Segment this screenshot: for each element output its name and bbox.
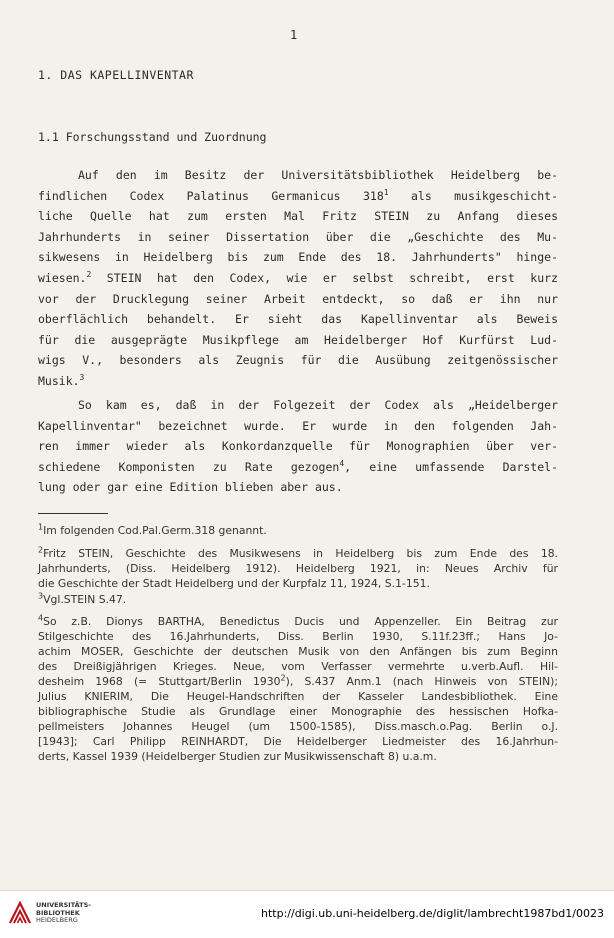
text-span: ), S.437 Anm.1 (nach Hinweis von STEIN); [285, 675, 558, 688]
text-line [38, 523, 558, 538]
footnote-3 [38, 592, 558, 607]
text-span: Vgl.STEIN S.47. [43, 593, 127, 606]
text-line: vor der Drucklegung seiner Arbeit entdeckt, so daß er ihn nur [38, 291, 558, 306]
text-line: liche Quelle hat zum ersten Mal Fritz STEIN zu Anfang dieses [38, 209, 558, 224]
text-span: , eine umfassende Darstel- [344, 459, 558, 474]
text-span: Fritz STEIN, Geschichte des Musikwesens in Heidelberg bis zum Ende des 18. [43, 547, 558, 560]
paragraph-2 [38, 395, 558, 498]
text-span: als musikgeschicht- [388, 188, 558, 203]
permalink-url[interactable]: http://digi.ub.uni-heidelberg.de/diglit/lambrecht1987bd1/0023 [261, 907, 604, 920]
library-name-line: BIBLIOTHEK [36, 908, 80, 917]
text-line [38, 592, 558, 607]
section-title: 1.1 Forschungsstand und Zuordnung [38, 130, 267, 144]
text-line [38, 457, 558, 478]
text-span: So z.B. Dionys BARTHA, Benedictus Ducis und Appenzeller. Ein Beitrag zur [43, 615, 558, 628]
text-line [38, 268, 558, 289]
footnote-ref-3: 3 [79, 373, 85, 383]
page-number: 1 [290, 28, 298, 42]
text-line: So kam es, daß in der Folgezeit der Codex als „Heidelberger [78, 398, 558, 412]
university-library-logo-icon [8, 901, 32, 925]
text-line: sikwesens in Heidelberg bis zum Ende des 18. Jahrhunderts" hinge- [38, 250, 558, 265]
text-line: Jahrhunderts, (Diss. Heidelberg 1912). Heidelberg 1921, in: Neues Archiv für [38, 562, 558, 575]
text-line [38, 614, 558, 629]
library-name-line: UNIVERSITÄTS- [36, 901, 91, 909]
text-line: pellmeisters Johannes Heugel (um 1500-1585), Diss.masch.o.Pag. Berlin o.J. [38, 720, 558, 733]
text-line: ren immer wieder als Konkordanzquelle für Monographien über ver- [38, 439, 558, 454]
footnote-mark: 1 [38, 522, 44, 532]
text-span: findlichen Codex Palatinus Germanicus 318 [38, 188, 384, 203]
paragraph-1 [38, 165, 558, 392]
text-span: Musik. [38, 373, 80, 388]
text-span: STEIN hat den Codex, wie er selbst schreibt, erst kurz [91, 270, 558, 285]
library-name-line: HEIDELBERG [36, 916, 78, 924]
footnote-1 [38, 523, 558, 538]
text-line [38, 546, 558, 561]
chapter-title: 1. DAS KAPELLINVENTAR [38, 68, 194, 82]
text-line [38, 674, 558, 689]
footnote-4 [38, 614, 558, 764]
text-line: Kapellinventar" bezeichnet wurde. Er wurde in den folgenden Jah- [38, 418, 558, 433]
text-line: [1943]; Carl Philipp REINHARDT, Die Heidelberger Liedmeister des 16.Jahrhun- [38, 735, 558, 748]
footnote-ref-1: 1 [383, 187, 389, 197]
text-line [38, 186, 558, 207]
footnote-mark: 4 [38, 613, 44, 623]
text-line: achim MOSER, Geschichte der deutschen Musik von den Anfängen bis zum Beginn [38, 645, 558, 658]
text-line [38, 371, 558, 392]
footnote-mark: 2 [38, 545, 44, 555]
footnote-mark: 3 [38, 591, 44, 601]
text-line: oberflächlich behandelt. Er sieht das Kapellinventar als Beweis [38, 312, 558, 327]
text-span: schiedene Komponisten zu Rate gezogen [38, 459, 340, 474]
text-line: die Geschichte der Stadt Heidelberg und der Kurpfalz 11, 1924, S.1-151. [38, 577, 430, 590]
footnote-ref-2: 2 [86, 270, 92, 280]
text-line: derts, Kassel 1939 (Heidelberger Studien zur Musikwissenschaft 8) u.a.m. [38, 750, 437, 763]
text-line: lung oder gar eine Edition blieben aber aus. [38, 480, 343, 495]
text-line: Stilgeschichte des 16.Jahrhunderts, Diss. Berlin 1930, S.11f.23ff.; Hans Jo- [38, 630, 558, 643]
text-line: wigs V., besonders als Zeugnis für die Ausübung zeitgenössischer [38, 353, 558, 368]
text-span: wiesen. [38, 270, 87, 285]
text-line: Jahrhunderts in seiner Dissertation über die „Geschichte des Mu- [38, 229, 558, 244]
footnote-divider [38, 513, 108, 514]
text-line: Auf den im Besitz der Universitätsbibliothek Heidelberg be- [78, 168, 558, 182]
text-line: des Dreißigjährigen Krieges. Neue, vom Verfasser vermehrte u.verb.Aufl. Hil- [38, 660, 558, 673]
text-line: Julius KNIERIM, Die Heugel-Handschriften der Kasseler Landesbibliothek. Eine [38, 690, 558, 703]
library-name [36, 902, 91, 925]
footnote-ref-4: 4 [339, 458, 345, 468]
edition-mark: 2 [280, 673, 286, 683]
text-line: für die ausgeprägte Musikpflege am Heidelberger Hof Kurfürst Lud- [38, 332, 558, 347]
text-span: desheim 1968 (= Stuttgart/Berlin 1930 [38, 675, 281, 688]
text-line: bibliographische Studie als Grundlage einer Monographie des hessischen Hofka- [38, 705, 558, 718]
footnote-2 [38, 546, 558, 591]
viewer-footer [0, 890, 614, 938]
text-span: Im folgenden Cod.Pal.Germ.318 genannt. [43, 524, 267, 537]
